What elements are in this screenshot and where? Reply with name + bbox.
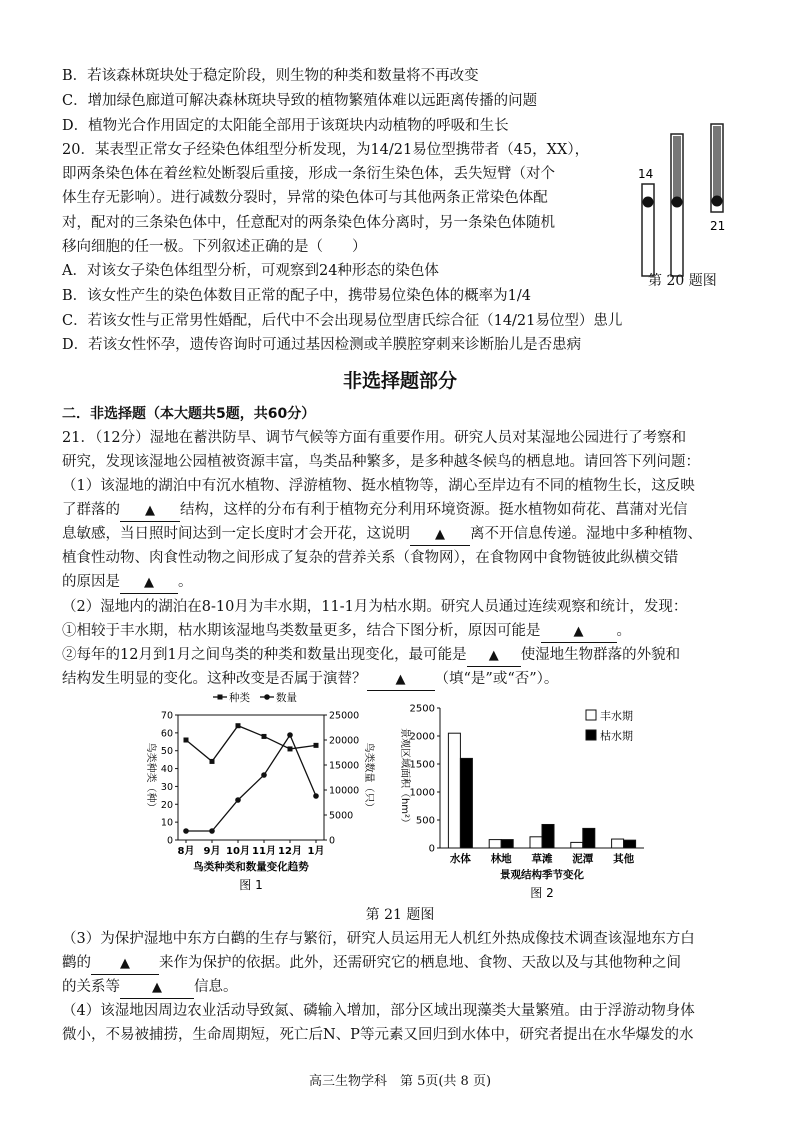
x-tick-label: 1月 [307, 846, 325, 857]
data-point-species [210, 759, 215, 764]
bar [460, 758, 472, 848]
q21-line: 结构发生明显的变化。这种改变是否属于演替？ ▲ （填“是”或“否”）。 [62, 669, 558, 691]
bar [612, 839, 624, 848]
bar [448, 733, 460, 848]
y-axis-title: 景观区域面积（hm²） [399, 727, 410, 829]
legend-swatch [586, 710, 596, 720]
data-point-species [262, 734, 267, 739]
y-left-tick-label: 50 [160, 746, 173, 758]
y-left-tick-label: 60 [160, 728, 173, 740]
q19-option-c: C．增加绿色廊道可解决森林斑块导致的植物繁殖体难以远距离传播的问题 [62, 93, 538, 109]
q21-line: 研究，发现该湿地公园植被资源丰富，鸟类品种繁多，是多种越冬候鸟的栖息地。请回答下列问题： [62, 454, 700, 470]
page-footer: 高三生物学科 第 5页(共 8 页) [308, 1074, 492, 1089]
q21-line: （3）为保护湿地中东方白鹳的生存与繁衍，研究人员运用无人机红外热成像技术调查该湿地东方白 [62, 931, 695, 947]
q20-option-c: C．若该女性与正常男性婚配，后代中不会出现易位型唐氏综合征（14/21易位型）患儿 [62, 313, 623, 329]
q20-option-d: D．若该女性怀孕，遗传咨询时可通过基因检测或羊膜腔穿刺来诊断胎儿是否患病 [62, 337, 582, 353]
q21-line: （2）湿地内的湖泊在8-10月为丰水期，11-1月为枯水期。研究人员通过连续观察和统计，发现： [62, 599, 688, 615]
legend-label: 枯水期 [600, 729, 633, 743]
data-point-species [236, 723, 241, 728]
q20-option-b: B．该女性产生的染色体数目正常的配子中，携带易位染色体的概率为1/4 [62, 288, 531, 304]
data-point-count [183, 828, 189, 834]
figure-label: 图 2 [530, 886, 554, 900]
plot-frame [178, 715, 324, 840]
figure-2-bar-chart [392, 688, 704, 900]
series-line-count [186, 735, 316, 831]
q21-line: 微小，不易被捕捞，生命周期短，死亡后N、P等元素又回归到水体中，研究者提出在水华爆发的水 [62, 1027, 694, 1043]
data-point-species [314, 743, 319, 748]
label-14: 14 [638, 167, 654, 181]
q21-line: ②每年的12月到1月之间鸟类的种类和数量出现变化，最可能是 ▲ 使湿地生物群落的外貌和 [62, 645, 680, 667]
y-tick-label: 500 [415, 815, 435, 827]
series-line-species [186, 726, 316, 762]
x-tick-label: 11月 [252, 846, 276, 857]
x-tick-label: 草滩 [531, 853, 553, 865]
answer-blank: ▲ [120, 572, 178, 594]
derivative-chromosome-shaded [673, 136, 681, 202]
chart-title: 景观结构季节变化 [500, 869, 584, 881]
q20-option-a: A．对该女子染色体组型分析，可观察到24种形态的染色体 [62, 263, 439, 279]
q21-line: 21．（12分）湿地在蓄洪防旱、调节气候等方面有重要作用。研究人员对某湿地公园进行了考察和 [62, 430, 687, 446]
q20-stem-line: 对，配对的三条染色体中，任意配对的两条染色体分离时，另一条染色体随机 [62, 215, 555, 231]
answer-blank: ▲ [541, 621, 617, 643]
answer-blank: ▲ [410, 524, 470, 546]
section-title: 非选择题部分 [342, 370, 457, 392]
q21-line: 息敏感，当日照时间达到一定长度时才会开花，这说明 ▲ 离不开信息传递。湿地中多种植物、 [62, 524, 702, 546]
y-tick-label: 0 [428, 843, 435, 855]
answer-blank: ▲ [120, 977, 194, 999]
y-right-axis-title: 鸟类数量（只） [363, 742, 374, 813]
x-tick-label: 8月 [177, 846, 195, 857]
bar [583, 828, 595, 848]
data-point-species [184, 738, 189, 743]
data-point-count [287, 732, 293, 738]
chromosome-21-shaded [713, 126, 721, 198]
x-tick-label: 泥潭 [572, 853, 594, 865]
centromere-derivative [672, 197, 683, 208]
answer-blank: ▲ [367, 669, 435, 691]
centromere-21 [712, 196, 723, 207]
bar [501, 840, 513, 848]
q19-option-b: B．若该森林斑块处于稳定阶段，则生物的种类和数量将不再改变 [62, 68, 479, 84]
y-right-tick-label: 15000 [329, 760, 360, 772]
y-left-tick-label: 10 [160, 817, 173, 829]
figure-1-line-chart [128, 688, 380, 900]
y-right-tick-label: 10000 [329, 785, 360, 797]
q21-line: 的关系等 ▲ 信息。 [62, 977, 238, 999]
y-left-tick-label: 70 [160, 710, 173, 722]
q21-figure-caption: 第 21 题图 [365, 907, 435, 923]
bar [571, 842, 583, 848]
y-right-tick-label: 0 [329, 835, 336, 847]
q21-line: 的原因是 ▲ 。 [62, 572, 193, 594]
legend-label-species: 种类 [229, 692, 250, 704]
y-left-tick-label: 0 [166, 835, 173, 847]
part2-header: 二．非选择题（本大题共5题，共60分） [62, 406, 316, 422]
q19-option-d: D．植物光合作用固定的太阳能全部用于该斑块内动植物的呼吸和生长 [62, 118, 509, 134]
centromere-14 [643, 197, 654, 208]
q21-line: 鹳的 ▲ 来作为保护的依据。此外，还需研究它的栖息地、食物、天敌以及与其他物种之间 [62, 953, 681, 975]
legend-swatch [586, 730, 596, 740]
q21-line: （1）该湿地的湖泊中有沉水植物、浮游植物、挺水植物等，湖心至岸边有不同的植物生长，这反映 [62, 478, 695, 494]
q21-line: 植食性动物、肉食性动物之间形成了复杂的营养关系（食物网），在食物网中食物链彼此纵横交错 [62, 550, 679, 566]
y-left-axis-title: 鸟类种类（种） [145, 742, 156, 813]
data-point-count [235, 797, 241, 803]
y-left-tick-label: 20 [160, 799, 173, 811]
y-right-tick-label: 25000 [329, 710, 360, 722]
q20-stem-line: 即两条染色体在着丝粒处断裂后重接，形成一条衍生染色体，丢失短臂（对个 [62, 166, 555, 182]
answer-blank: ▲ [91, 953, 159, 975]
q20-stem-line: 体生存无影响）。进行减数分裂时，异常的染色体可与其他两条正常染色体配 [62, 190, 548, 206]
q20-stem-line: 20．某表型正常女子经染色体组型分析发现，为14/21易位型携带者（45，XX）， [62, 142, 590, 158]
y-tick-label: 2500 [409, 703, 435, 715]
q20-figure-caption: 第 20 题图 [648, 273, 717, 289]
x-tick-label: 水体 [449, 853, 471, 865]
y-left-tick-label: 40 [160, 764, 173, 776]
x-tick-label: 10月 [226, 846, 250, 857]
bar [624, 840, 636, 848]
x-tick-label: 9月 [203, 846, 221, 857]
q20-stem-line: 移向细胞的任一极。下列叙述正确的是（ ） [62, 239, 367, 255]
y-right-tick-label: 20000 [329, 735, 360, 747]
x-tick-label: 其他 [613, 853, 635, 865]
q21-line: 了群落的 ▲ 结构，这样的分布有利于植物充分利用环境资源。挺水植物如荷花、菖蒲对光信 [62, 500, 688, 522]
chart-title: 鸟类种类和数量变化趋势 [193, 861, 309, 873]
legend-marker-count [264, 694, 270, 700]
legend-label-count: 数量 [276, 692, 297, 704]
y-left-tick-label: 30 [160, 781, 173, 793]
y-tick-label: 2000 [409, 731, 435, 743]
y-right-tick-label: 5000 [329, 810, 354, 822]
data-point-species [288, 746, 293, 751]
bar [489, 840, 501, 848]
q21-line: （4）该湿地因周边农业活动导致氮、磷输入增加，部分区域出现藻类大量繁殖。由于浮游动物身体 [62, 1003, 695, 1019]
data-point-count [209, 828, 215, 834]
data-point-count [313, 793, 319, 799]
y-tick-label: 1500 [409, 759, 435, 771]
figure-label: 图 1 [239, 878, 263, 892]
y-tick-label: 1000 [409, 787, 435, 799]
x-tick-label: 12月 [278, 846, 302, 857]
label-21: 21 [710, 219, 726, 233]
legend-label: 丰水期 [600, 709, 633, 723]
q21-line: ①相较于丰水期，枯水期该湿地鸟类数量更多，结合下图分析，原因可能是 ▲ 。 [62, 621, 631, 643]
answer-blank: ▲ [120, 500, 180, 522]
data-point-count [261, 772, 267, 778]
x-tick-label: 林地 [490, 853, 512, 865]
bar [542, 824, 554, 848]
legend-marker-species [218, 695, 223, 700]
bar [530, 837, 542, 848]
answer-blank: ▲ [467, 645, 521, 667]
